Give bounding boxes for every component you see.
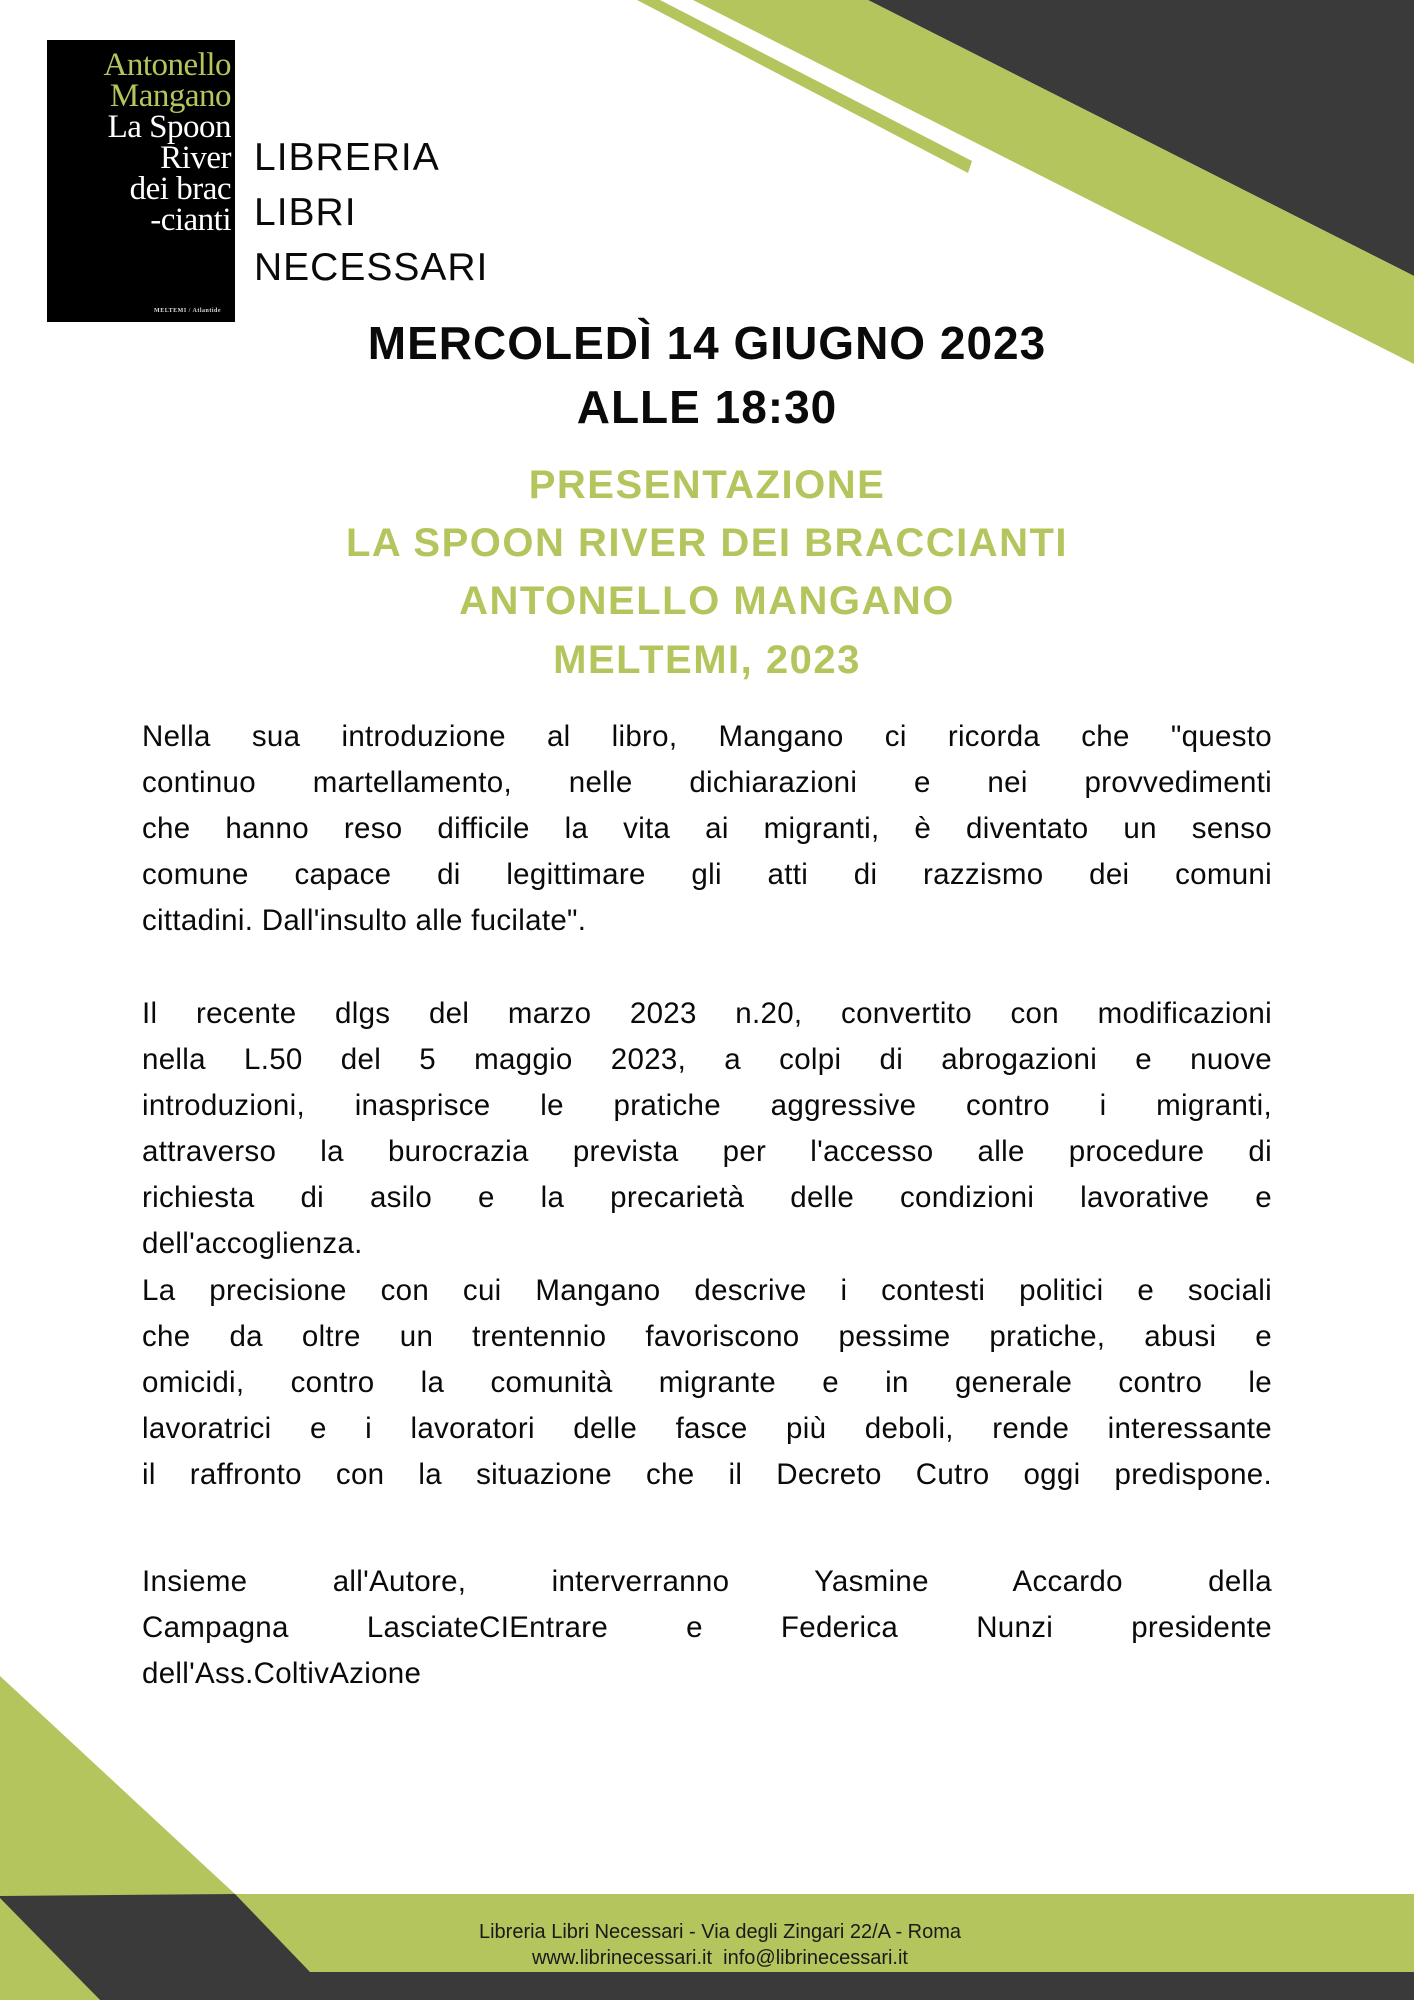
body-paragraph-2 — [142, 991, 1272, 1267]
book-cover-title — [47, 109, 231, 238]
paragraph-line: attraverso la burocrazia prevista per l'accesso alle procedure di — [142, 1135, 1272, 1168]
paragraph-line: lavoratrici e i lavoratori delle fasce più deboli, rende interessante — [142, 1412, 1272, 1445]
presentation-book-title: LA SPOON RIVER DEI BRACCIANTI — [345, 521, 1069, 565]
footer — [360, 1919, 1080, 1971]
paragraph-line: La precisione con cui Mangano descrive i contesti politici e sociali — [142, 1274, 1272, 1307]
paragraph-line: nella L.50 del 5 maggio 2023, a colpi di abrogazioni e nuove — [142, 1043, 1272, 1076]
paragraph-line: omicidi, contro la comunità migrante e in generale contro le — [142, 1366, 1272, 1399]
footer-email-link[interactable]: info@librinecessari.it — [723, 1947, 908, 1969]
book-cover-title-line: River — [160, 140, 231, 176]
book-cover-author — [47, 47, 231, 114]
shop-name-line: LIBRERIA — [254, 136, 440, 179]
presentation-author: ANTONELLO MANGANO — [459, 579, 955, 623]
paragraph-line: il raffronto con la situazione che il Decreto Cutro oggi predispone. — [142, 1458, 1272, 1491]
shop-name-line: NECESSARI — [254, 246, 489, 289]
book-cover-author-line: Antonello — [103, 47, 231, 83]
presentation-label: PRESENTAZIONE — [528, 463, 886, 507]
paragraph-line: richiesta di asilo e la precarietà delle condizioni lavorative e — [142, 1181, 1272, 1214]
paragraph-line: che hanno reso difficile la vita ai migranti, è diventato un senso — [142, 812, 1272, 845]
footer-website-link[interactable]: www.librinecessari.it — [531, 1947, 713, 1969]
paragraph-line: introduzioni, inasprisce le pratiche aggressive contro i migranti, — [142, 1089, 1272, 1122]
body-paragraph-4 — [142, 1559, 1272, 1697]
paragraph-line: Campagna LasciateCIEntrare e Federica Nunzi presidente — [142, 1611, 1272, 1644]
book-cover-title-line: -cianti — [150, 202, 231, 238]
event-time: ALLE 18:30 — [576, 381, 838, 433]
paragraph-line: Nella sua introduzione al libro, Mangano ci ricorda che "questo — [142, 720, 1272, 753]
paragraph-line: che da oltre un trentennio favoriscono pessime pratiche, abusi e — [142, 1320, 1272, 1353]
book-cover-author-line: Mangano — [109, 78, 231, 114]
paragraph-line: Il recente dlgs del marzo 2023 n.20, convertito con modificazioni — [142, 997, 1272, 1030]
footer-address: Libreria Libri Necessari - Via degli Zingari 22/A - Roma — [478, 1921, 962, 1943]
paragraph-line: dell'accoglienza. — [142, 1227, 363, 1260]
paragraph-line: continuo martellamento, nelle dichiarazioni e nei provvedimenti — [142, 766, 1272, 799]
footer-contacts — [360, 1945, 1080, 1971]
presentation-publisher: MELTEMI, 2023 — [553, 638, 861, 682]
shop-name-line: LIBRI — [254, 191, 357, 234]
shop-name — [254, 130, 488, 295]
body-paragraph-3 — [142, 1268, 1272, 1498]
book-cover — [47, 40, 235, 322]
paragraph-line: cittadini. Dall'insulto alle fucilate". — [142, 904, 587, 937]
event-date: MERCOLEDÌ 14 GIUGNO 2023 — [367, 317, 1047, 369]
book-cover-title-line: La Spoon — [107, 109, 231, 145]
footer-separator — [712, 1947, 723, 1969]
body-paragraph-1 — [142, 714, 1272, 944]
paragraph-line: Insieme all'Autore, interverranno Yasmine Accardo della — [142, 1565, 1272, 1598]
book-cover-title-line: dei brac — [129, 171, 231, 207]
paragraph-line: comune capace di legittimare gli atti di razzismo dei comuni — [142, 858, 1272, 891]
book-cover-publisher: MELTEMI / Atlantide — [154, 308, 221, 314]
paragraph-line: dell'Ass.ColtivAzione — [142, 1657, 422, 1690]
